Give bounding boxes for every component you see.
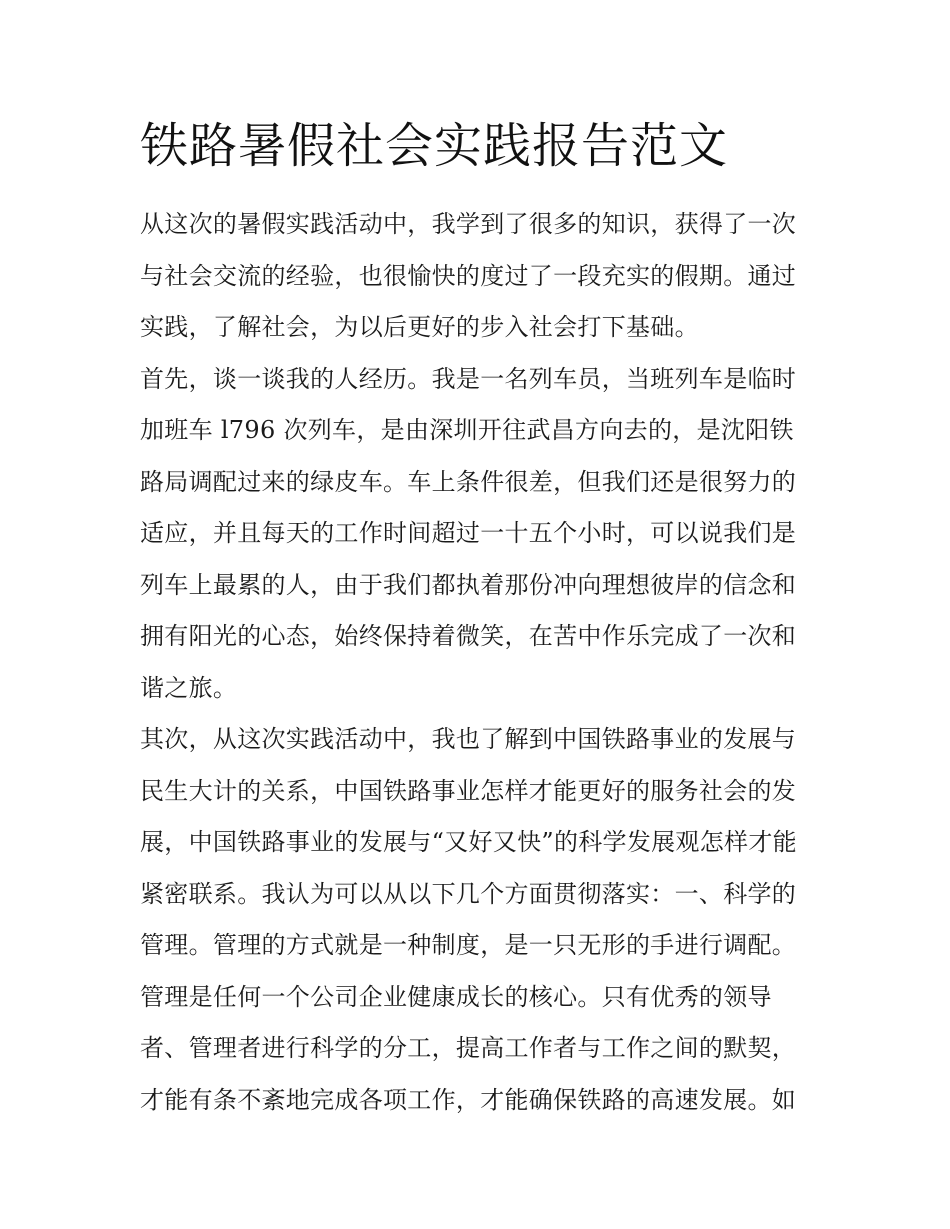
text-line: 紧密联系。我认为可以从以下几个方面贯彻落实：一、科学的 bbox=[140, 879, 797, 908]
text-line: 首先，谈一谈我的人经历。我是一名列车员，当班列车是临时 bbox=[140, 364, 797, 393]
text-line: 从这次的暑假实践活动中，我学到了很多的知识，获得了一次 bbox=[140, 210, 797, 238]
text-line: 管理。管理的方式就是一种制度，是一只无形的手进行调配。 bbox=[140, 931, 797, 959]
text-line: 管理是任何一个公司企业健康成长的核心。只有优秀的领导 bbox=[140, 982, 772, 1011]
text-line: 民生大计的关系，中国铁路事业怎样才能更好的服务社会的发 bbox=[140, 776, 797, 805]
document-body bbox=[140, 199, 820, 1126]
text-line: 实践，了解社会，为以后更好的步入社会打下基础。 bbox=[140, 313, 699, 341]
text-line: 者、管理者进行科学的分工，提高工作者与工作之间的默契， bbox=[140, 1034, 797, 1062]
text-line: 适应，并且每天的工作时间超过一十五个小时，可以说我们是 bbox=[140, 519, 797, 547]
text-line: 展，中国铁路事业的发展与“又好又快”的科学发展观怎样才能 bbox=[140, 828, 797, 856]
text-line: 拥有阳光的心态，始终保持着微笑，在苦中作乐完成了一次和 bbox=[140, 622, 797, 650]
text-line: 才能有条不紊地完成各项工作，才能确保铁路的高速发展。如 bbox=[140, 1085, 797, 1114]
text-line: 其次，从这次实践活动中，我也了解到中国铁路事业的发展与 bbox=[140, 725, 797, 753]
document-title: 铁路暑假社会实践报告范文 bbox=[140, 118, 729, 174]
text-line: 加班车 l796 次列车，是由深圳开往武昌方向去的，是沈阳铁 bbox=[140, 416, 794, 444]
text-line: 谐之旅。 bbox=[140, 673, 238, 702]
text-line: 与社会交流的经验，也很愉快的度过了一段充实的假期。通过 bbox=[140, 261, 797, 290]
text-line: 列车上最累的人，由于我们都执着那份冲向理想彼岸的信念和 bbox=[140, 570, 797, 599]
text-line: 路局调配过来的绿皮车。车上条件很差，但我们还是很努力的 bbox=[140, 467, 797, 496]
